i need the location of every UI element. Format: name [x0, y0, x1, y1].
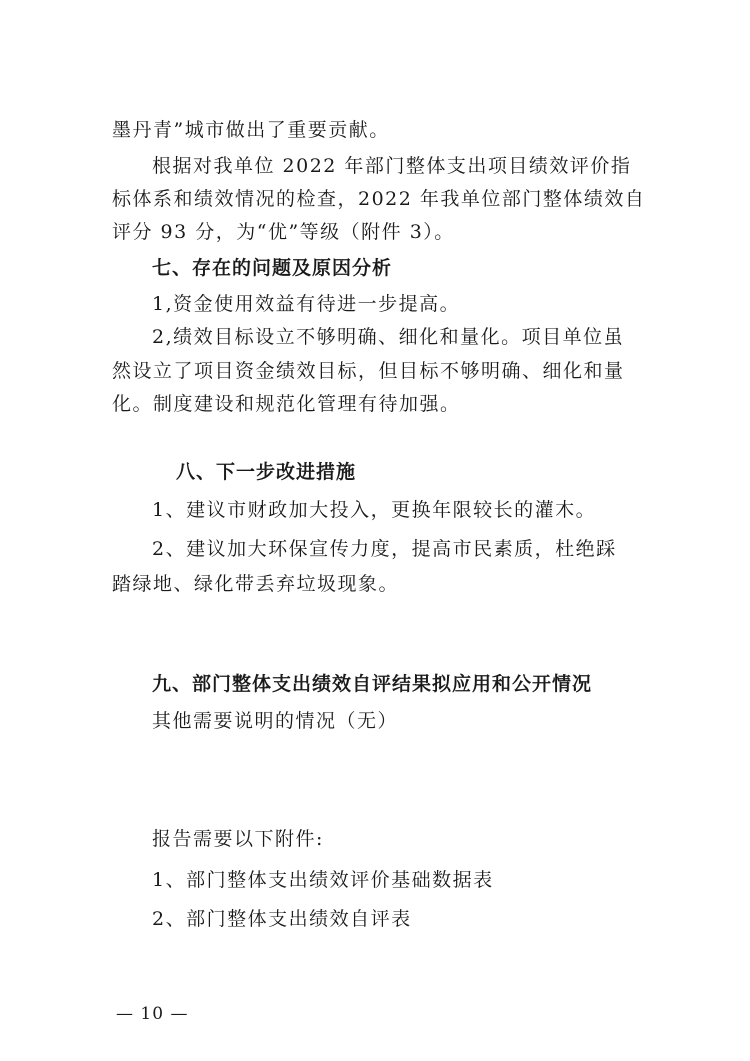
paragraph-line: 根据对我单位 2022 年部门整体支出项目绩效评价指 — [152, 155, 632, 177]
attachments-intro: 报告需要以下附件: — [152, 828, 324, 850]
paragraph-line: 评分 93 分，为“优”等级（附件 3）。 — [112, 221, 455, 243]
section-heading-7: 七、存在的问题及原因分析 — [152, 257, 393, 279]
paragraph-line: 化。制度建设和规范化管理有待加强。 — [112, 393, 461, 415]
paragraph-line: 标体系和绩效情况的检查，2022 年我单位部门整体绩效自 — [112, 188, 646, 210]
list-item: 1、建议市财政加大投入，更换年限较长的灌木。 — [152, 499, 597, 521]
page-number: — 10 — — [116, 1004, 189, 1024]
paragraph-line: 然设立了项目资金绩效目标，但目标不够明确、细化和量 — [112, 360, 625, 382]
section-heading-9: 九、部门整体支出绩效自评结果拟应用和公开情况 — [152, 673, 593, 695]
note-text: 其他需要说明的情况（无） — [152, 710, 399, 732]
attachment-item: 2、部门整体支出绩效自评表 — [152, 908, 412, 930]
list-item: 2,绩效目标设立不够明确、细化和量化。项目单位虽 — [152, 326, 625, 348]
list-item: 2、建议加大环保宣传力度，提高市民素质，杜绝踩 — [152, 538, 617, 560]
paragraph-line: 踏绿地、绿化带丢弃垃圾现象。 — [112, 573, 400, 595]
attachment-item: 1、部门整体支出绩效评价基础数据表 — [152, 869, 494, 891]
list-item: 1,资金使用效益有待进一步提高。 — [152, 293, 461, 315]
section-heading-8: 八、下一步改进措施 — [176, 461, 357, 483]
paragraph-line: 墨丹青”城市做出了重要贡献。 — [112, 119, 390, 141]
